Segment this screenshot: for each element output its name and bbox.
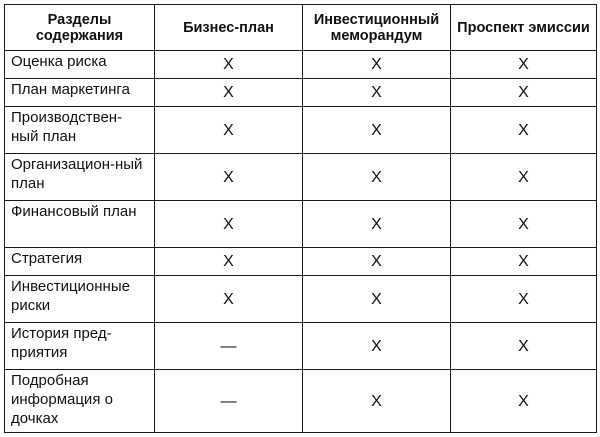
mark-investment-memorandum: X [303,79,451,107]
mark-business-plan: X [155,276,303,323]
header-business-plan: Бизнес-план [155,5,303,51]
mark-investment-memorandum: X [303,248,451,276]
mark-investment-memorandum: X [303,107,451,154]
mark-issue-prospectus: X [451,154,597,201]
mark-business-plan: X [155,51,303,79]
mark-investment-memorandum: X [303,370,451,433]
table-row [5,370,597,433]
header-row [5,5,597,51]
mark-issue-prospectus: X [451,107,597,154]
header-issue-prospectus: Проспект эмиссии [451,5,597,51]
row-section-label: Инвестиционные риски [5,276,155,323]
mark-issue-prospectus: X [451,323,597,370]
mark-business-plan: X [155,79,303,107]
mark-issue-prospectus: X [451,201,597,248]
row-section-label: Оценка риска [5,51,155,79]
mark-investment-memorandum: X [303,276,451,323]
mark-issue-prospectus: X [451,370,597,433]
table-row [5,276,597,323]
header-investment-memorandum: Инвестиционный меморандум [303,5,451,51]
mark-business-plan: X [155,248,303,276]
row-section-label: Производствен-ный план [5,107,155,154]
row-section-label: История пред-приятия [5,323,155,370]
table-row [5,201,597,248]
mark-business-plan: X [155,154,303,201]
row-section-label: Организацион-ный план [5,154,155,201]
mark-investment-memorandum: X [303,323,451,370]
table-row [5,79,597,107]
mark-business-plan: X [155,201,303,248]
mark-issue-prospectus: X [451,276,597,323]
mark-issue-prospectus: X [451,51,597,79]
table-row [5,248,597,276]
row-section-label: Подробная информация о дочках [5,370,155,433]
mark-investment-memorandum: X [303,51,451,79]
row-section-label: План маркетинга [5,79,155,107]
comparison-table [4,4,597,433]
mark-business-plan: X [155,107,303,154]
table-row [5,51,597,79]
mark-business-plan: — [155,370,303,433]
mark-investment-memorandum: X [303,154,451,201]
table-row [5,323,597,370]
mark-business-plan: — [155,323,303,370]
comparison-table-wrapper [4,4,596,433]
mark-investment-memorandum: X [303,201,451,248]
table-row [5,107,597,154]
row-section-label: Финансовый план [5,201,155,248]
row-section-label: Стратегия [5,248,155,276]
table-row [5,154,597,201]
mark-issue-prospectus: X [451,79,597,107]
mark-issue-prospectus: X [451,248,597,276]
header-sections: Разделы содержания [5,5,155,51]
